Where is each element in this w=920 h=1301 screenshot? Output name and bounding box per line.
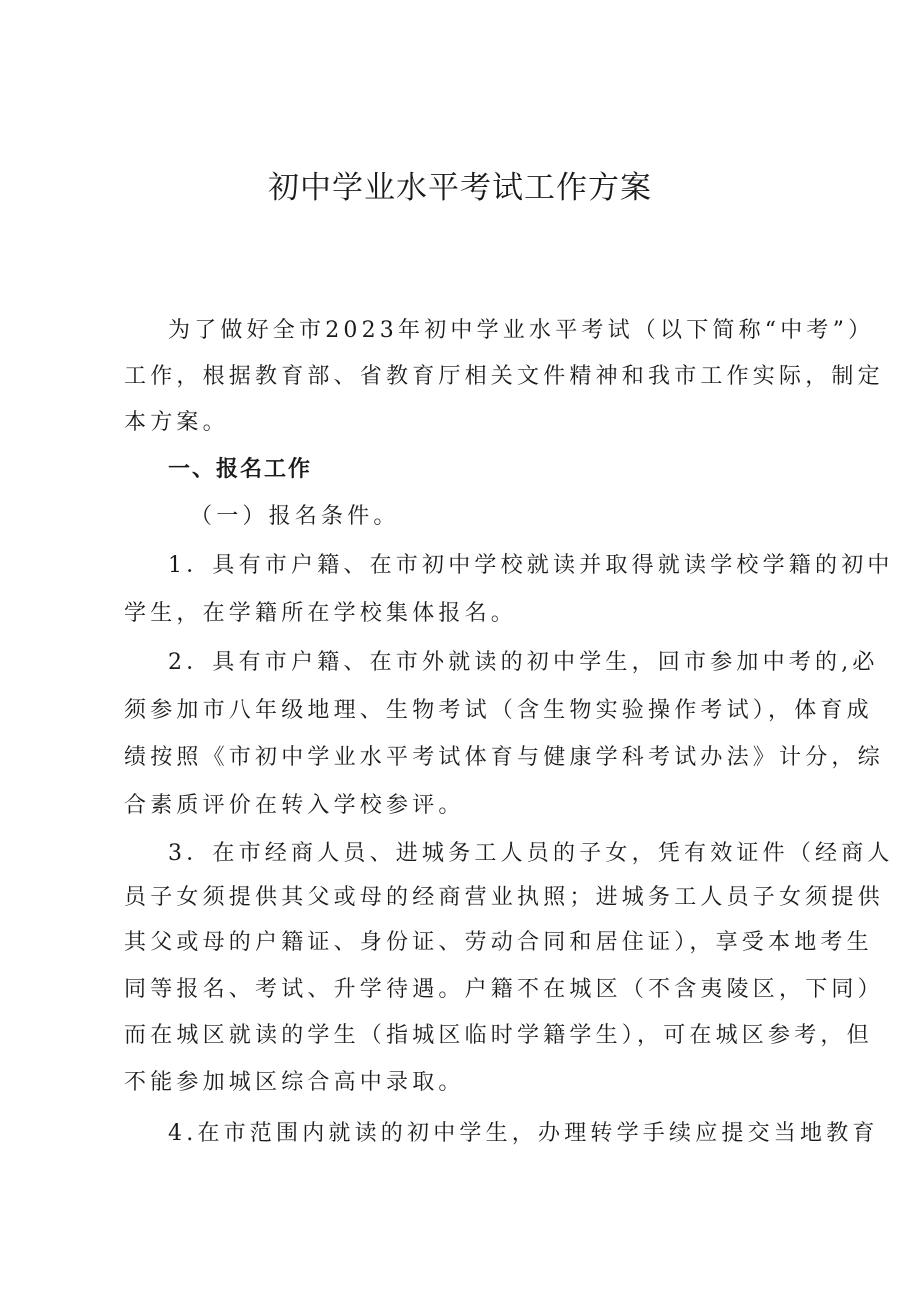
subsection-heading-conditions: （一）报名条件。 [190, 504, 400, 529]
item-3-line-6: 不能参加城区综合高中录取。 [124, 1070, 465, 1095]
intro-line-1: 为了做好全市2023年初中学业水平考试（以下简称“中考”） [168, 318, 875, 343]
item-3-line-3: 其父或母的户籍证、身份证、劳动合同和居住证），享受本地考生 [124, 930, 873, 955]
intro-line-2: 工作，根据教育部、省教育厅相关文件精神和我市工作实际，制定 [124, 364, 884, 389]
section-heading-registration: 一、报名工作 [168, 457, 313, 482]
item-3-line-5: 而在城区就读的学生（指城区临时学籍学生），可在城区参考，但 [124, 1023, 873, 1048]
item-1-line-1: 1．具有市户籍、在市初中学校就读并取得就读学校学籍的初中 [168, 553, 894, 578]
item-3-line-4: 同等报名、考试、升学待遇。户籍不在城区（不含夷陵区，下同） [124, 977, 884, 1002]
item-2-line-3: 绩按照《市初中学业水平考试体育与健康学科考试办法》计分，综 [124, 745, 884, 770]
item-2-line-1: 2．具有市户籍、在市外就读的初中学生，回市参加中考的,必 [168, 650, 879, 675]
intro-line-3: 本方案。 [124, 410, 229, 435]
item-1-line-2: 学生，在学籍所在学校集体报名。 [124, 601, 518, 626]
item-2-line-4: 合素质评价在转入学校参评。 [124, 793, 465, 818]
item-3-line-2: 员子女须提供其父或母的经商营业执照；进城务工人员子女须提供 [124, 885, 884, 910]
item-4-line-1: 4.在市范围内就读的初中学生，办理转学手续应提交当地教育 [168, 1121, 879, 1146]
item-2-line-2: 须参加市八年级地理、生物考试（含生物实验操作考试），体育成 [124, 698, 873, 723]
document-title: 初中学业水平考试工作方案 [268, 170, 652, 206]
item-3-line-1: 3．在市经商人员、进城务工人员的子女，凭有效证件（经商人 [168, 841, 894, 866]
